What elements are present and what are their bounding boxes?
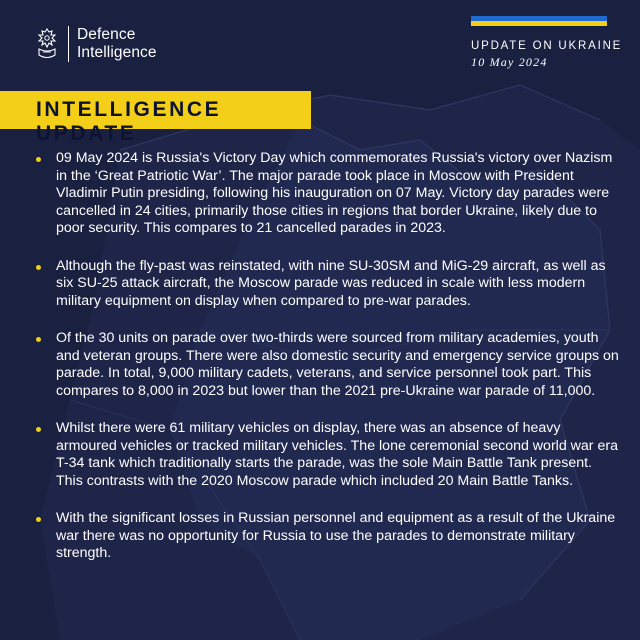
list-item	[36, 150, 622, 238]
bullet-text: Although the fly-past was reinstated, with nine SU-30SM and MiG-29 aircraft, as well as six SU-25 attack aircraft, the Moscow parade was reduced in scale with less modern military equipment on display when compared to pre-war parades.	[56, 257, 606, 309]
bullet-list	[36, 150, 622, 583]
defence-intelligence-logo	[34, 26, 157, 62]
header	[0, 0, 640, 86]
royal-crest-icon	[34, 27, 60, 61]
list-item	[36, 420, 622, 490]
bullet-text: 09 May 2024 is Russia's Victory Day which commemorates Russia's victory over Nazism in the ‘Great Patriotic War’. The major parade took place in Moscow with President Vladimir Putin presiding, following his inauguration on 07 May. Victory day parades were cancelled in 24 cities, primarily those cities in regions that border Ukraine, likely due to poor security. This compares to 21 cancelled parades in 2023.	[56, 150, 613, 236]
bullet-dot-icon	[36, 157, 41, 162]
page-title: INTELLIGENCE UPDATE	[36, 98, 222, 145]
ukraine-flag-stripe	[471, 16, 607, 26]
bullet-dot-icon	[36, 337, 41, 342]
update-label: UPDATE ON UKRAINE	[471, 40, 623, 52]
update-date: 10 May 2024	[471, 55, 548, 69]
brand-line-2: Intelligence	[77, 44, 157, 61]
bullet-dot-icon	[36, 517, 41, 522]
brand-line-1: Defence	[77, 26, 136, 43]
bullet-dot-icon	[36, 265, 41, 270]
title-banner	[0, 91, 311, 145]
list-item	[36, 510, 622, 563]
list-item	[36, 258, 622, 311]
bullet-dot-icon	[36, 427, 41, 432]
bullet-text: Whilst there were 61 military vehicles on display, there was an absence of heavy armoured vehicles or tracked military vehicles. The lone ceremonial second world war era T-34 tank which traditionally starts the parade, was the sole Main Battle Tank present. This contrasts with the 2020 Moscow parade which included 20 Main Battle Tanks.	[56, 420, 618, 489]
bullet-text: Of the 30 units on parade over two-thirds were sourced from military academies, youth and veteran groups. There were also domestic security and emergency service groups on parade. In total, 9,000 military cadets, veterans, and service personnel took part. This compares to 8,000 in 2023 but lower than the 2021 pre-Ukraine war parade of 11,000.	[56, 330, 619, 399]
list-item	[36, 330, 622, 400]
update-info	[471, 40, 622, 70]
bullet-text: With the significant losses in Russian personnel and equipment as a result of the Ukraine war there was no opportunity for Russia to use the parades to demonstrate military strength.	[56, 510, 616, 561]
flag-yellow-band	[471, 21, 607, 26]
logo-divider	[68, 26, 69, 62]
